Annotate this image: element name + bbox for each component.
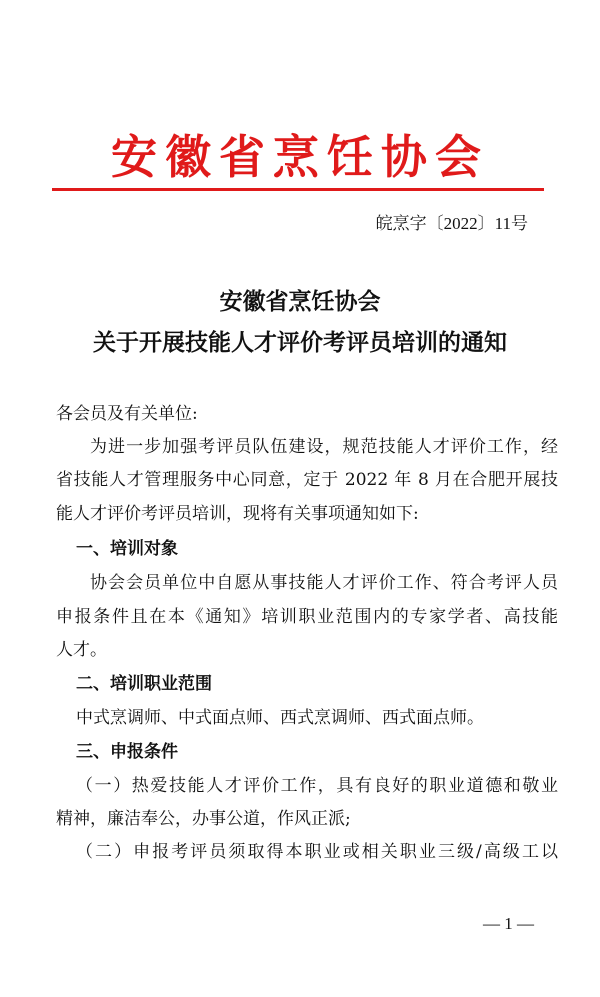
section-1-heading: 一、培训对象 [76,539,178,559]
section-2-heading: 二、培训职业范围 [76,674,212,694]
intro-line-2: 省技能人才管理服务中心同意，定于 2022 年 8 月在合肥开展技 [56,470,558,490]
org-letterhead-title: 安徽省烹饪协会 [111,132,489,183]
page-number: — 1 — [483,914,534,933]
intro-line-3: 能人才评价考评员培训，现将有关事项通知如下: [56,504,419,524]
section-3-item-1-line-2: 精神，廉洁奉公，办事公道，作风正派; [56,809,351,829]
section-2-line-1: 中式烹调师、中式面点师、西式烹调师、西式面点师。 [76,708,484,728]
section-3-item-1-line-1: （一）热爱技能人才评价工作，具有良好的职业道德和敬业 [76,776,558,796]
red-divider-rule [52,188,544,191]
intro-line-1: 为进一步加强考评员队伍建设，规范技能人才评价工作，经 [90,437,558,457]
notice-title-line-1: 安徽省烹饪协会 [219,289,381,314]
section-1-line-1: 协会会员单位中自愿从事技能人才评价工作、符合考评人员 [90,573,558,593]
section-1-line-3: 人才。 [56,640,107,660]
section-3-heading: 三、申报条件 [76,742,178,762]
section-1-line-2: 申报条件且在本《通知》培训职业范围内的专家学者、高技能 [56,607,558,627]
section-3-item-2-line-1: （二）申报考评员须取得本职业或相关职业三级/高级工以 [76,842,558,862]
notice-title-line-2: 关于开展技能人才评价考评员培训的通知 [93,330,507,355]
document-number: 皖烹字〔2022〕11号 [375,214,528,233]
salutation: 各会员及有关单位: [56,404,198,424]
